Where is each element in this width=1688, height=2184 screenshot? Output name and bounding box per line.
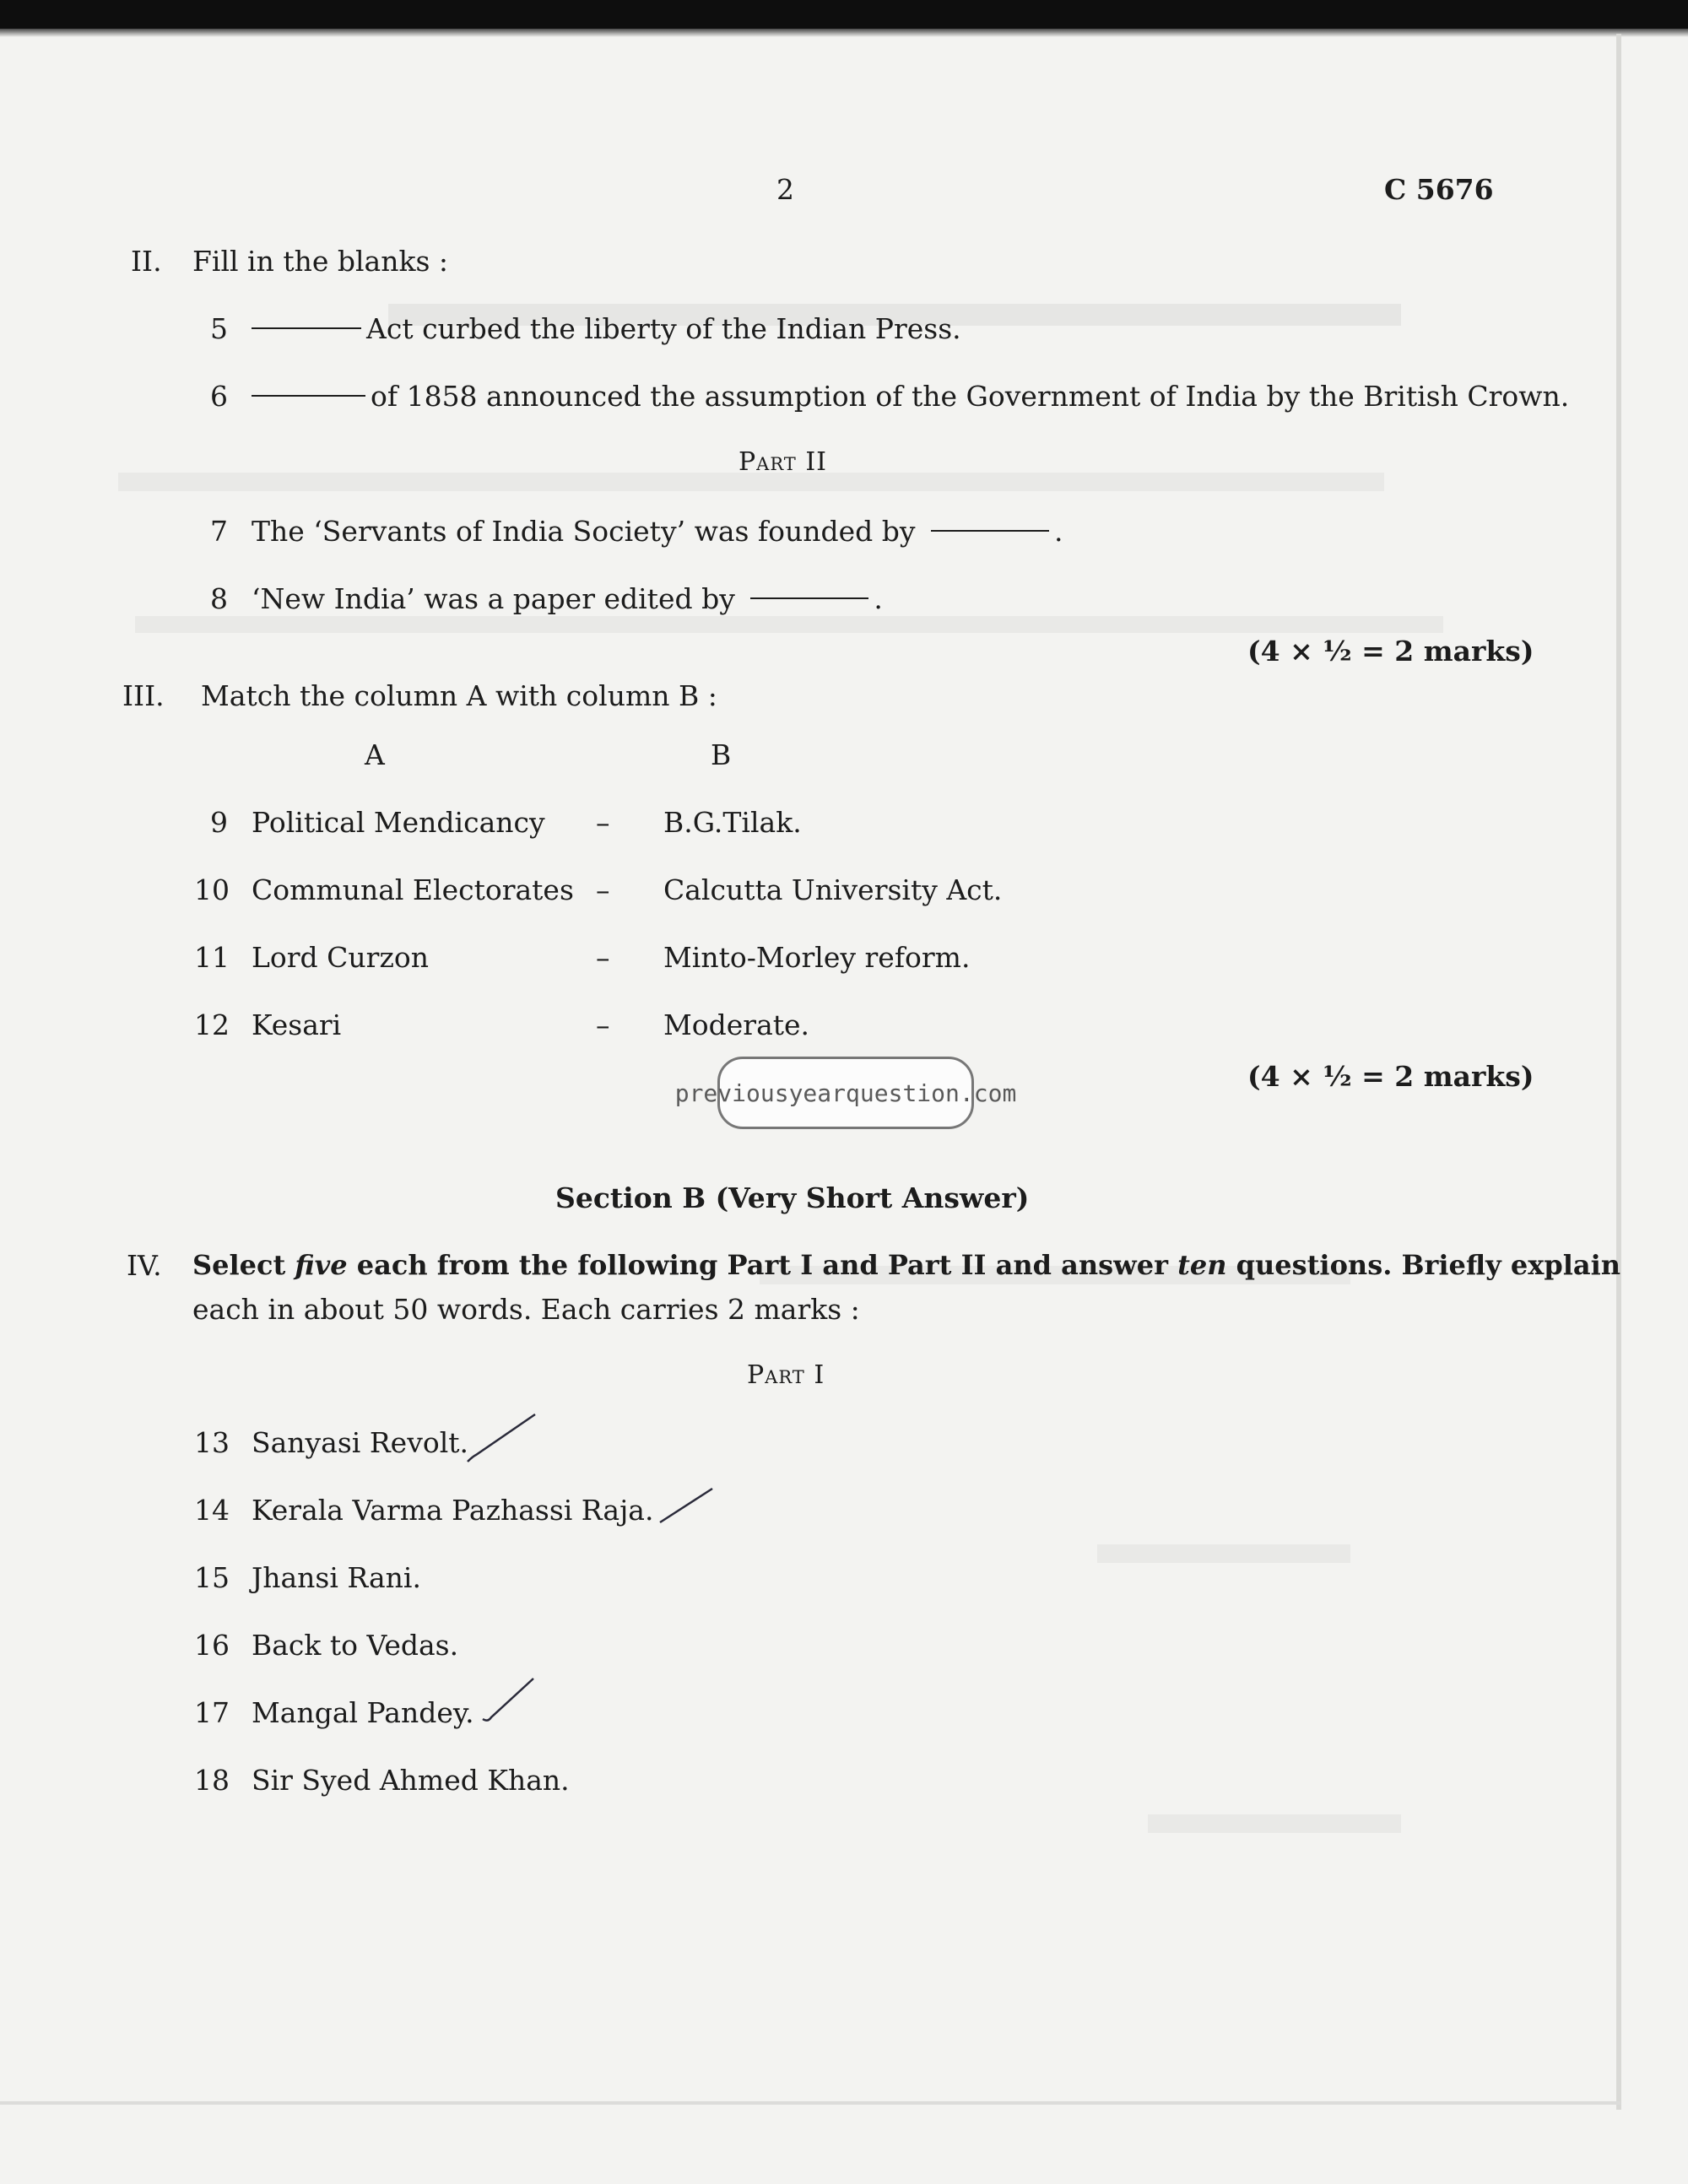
match-column-b: Calcutta University Act. — [663, 873, 1003, 906]
question-7 — [252, 515, 1063, 548]
section-ii-heading: Fill in the blanks : — [192, 245, 449, 278]
match-column-a: Political Mendicancy — [252, 806, 545, 839]
question-18: Sir Syed Ahmed Khan. — [252, 1764, 570, 1797]
question-text: The ‘Servants of India Society’ was founded by — [252, 515, 916, 548]
part-i-label: Part I — [747, 1360, 825, 1390]
question-5 — [252, 312, 961, 345]
instruction-text: questions. Briefly explain — [1226, 1249, 1621, 1281]
match-column-b: B.G.Tilak. — [663, 806, 802, 839]
section-ii-number: II. — [131, 245, 162, 278]
column-b-header: B — [711, 738, 732, 771]
question-8 — [252, 582, 883, 615]
question-13: Sanyasi Revolt. — [252, 1426, 469, 1459]
column-a-header: A — [365, 738, 385, 771]
question-14: Kerala Varma Pazhassi Raja. — [252, 1494, 654, 1527]
match-dash: – — [596, 873, 610, 906]
match-dash: – — [596, 806, 610, 839]
answer-blank — [252, 327, 361, 329]
match-column-b: Moderate. — [663, 1008, 810, 1041]
watermark-logo: previousyearquestion.com — [717, 1057, 974, 1129]
section-b-title: Section B (Very Short Answer) — [555, 1181, 1030, 1214]
question-15: Jhansi Rani. — [252, 1561, 421, 1594]
match-row-number: 12 — [194, 1008, 230, 1041]
question-text: Act curbed the liberty of the Indian Press. — [366, 312, 961, 345]
section-iv-instruction — [192, 1249, 1620, 1281]
instruction-text: each from the following Part I and Part II and answer — [347, 1249, 1178, 1281]
instruction-emphasis: five — [295, 1249, 348, 1281]
section-iv-instruction-line2: each in about 50 words. Each carries 2 marks : — [192, 1293, 860, 1326]
pen-tick-mark — [657, 1485, 716, 1527]
page-number: 2 — [776, 173, 794, 206]
match-column-b: Minto-Morley reform. — [663, 941, 971, 974]
question-number: 5 — [210, 312, 228, 345]
question-number: 7 — [210, 515, 228, 548]
answer-blank — [252, 395, 365, 397]
question-number: 15 — [194, 1561, 230, 1594]
pen-tick-mark — [464, 1409, 540, 1468]
question-17: Mangal Pandey. — [252, 1696, 474, 1729]
instruction-text: Select — [192, 1249, 295, 1281]
full-stop: . — [1054, 515, 1063, 548]
section-iv-number: IV. — [127, 1249, 162, 1282]
question-number: 14 — [194, 1494, 230, 1527]
question-number: 6 — [210, 380, 228, 413]
paper-code: C 5676 — [1384, 173, 1494, 206]
match-column-a: Lord Curzon — [252, 941, 429, 974]
question-text: of 1858 announced the assumption of the Government of India by the British Crown. — [371, 380, 1570, 413]
question-6 — [252, 380, 1569, 413]
match-row-number: 10 — [194, 873, 230, 906]
answer-blank — [750, 597, 868, 599]
question-number: 18 — [194, 1764, 230, 1797]
question-number: 16 — [194, 1629, 230, 1662]
question-text: ‘New India’ was a paper edited by — [252, 582, 735, 615]
instruction-emphasis: ten — [1177, 1249, 1227, 1281]
match-column-a: Communal Electorates — [252, 873, 574, 906]
section-iii-number: III. — [122, 679, 165, 712]
question-16: Back to Vedas. — [252, 1629, 459, 1662]
match-dash: – — [596, 941, 610, 974]
match-row-number: 9 — [210, 806, 228, 839]
section-iii-heading: Match the column A with column B : — [201, 679, 717, 712]
answer-blank — [931, 530, 1049, 532]
pen-tick-mark — [479, 1675, 538, 1726]
match-dash: – — [596, 1008, 610, 1041]
part-ii-label: Part II — [738, 447, 828, 477]
full-stop: . — [874, 582, 883, 615]
question-number: 8 — [210, 582, 228, 615]
section-iii-marks: (4 × ½ = 2 marks) — [1247, 1060, 1534, 1093]
match-column-a: Kesari — [252, 1008, 342, 1041]
match-row-number: 11 — [194, 941, 230, 974]
question-number: 17 — [194, 1696, 230, 1729]
section-ii-marks: (4 × ½ = 2 marks) — [1247, 635, 1534, 668]
question-number: 13 — [194, 1426, 230, 1459]
